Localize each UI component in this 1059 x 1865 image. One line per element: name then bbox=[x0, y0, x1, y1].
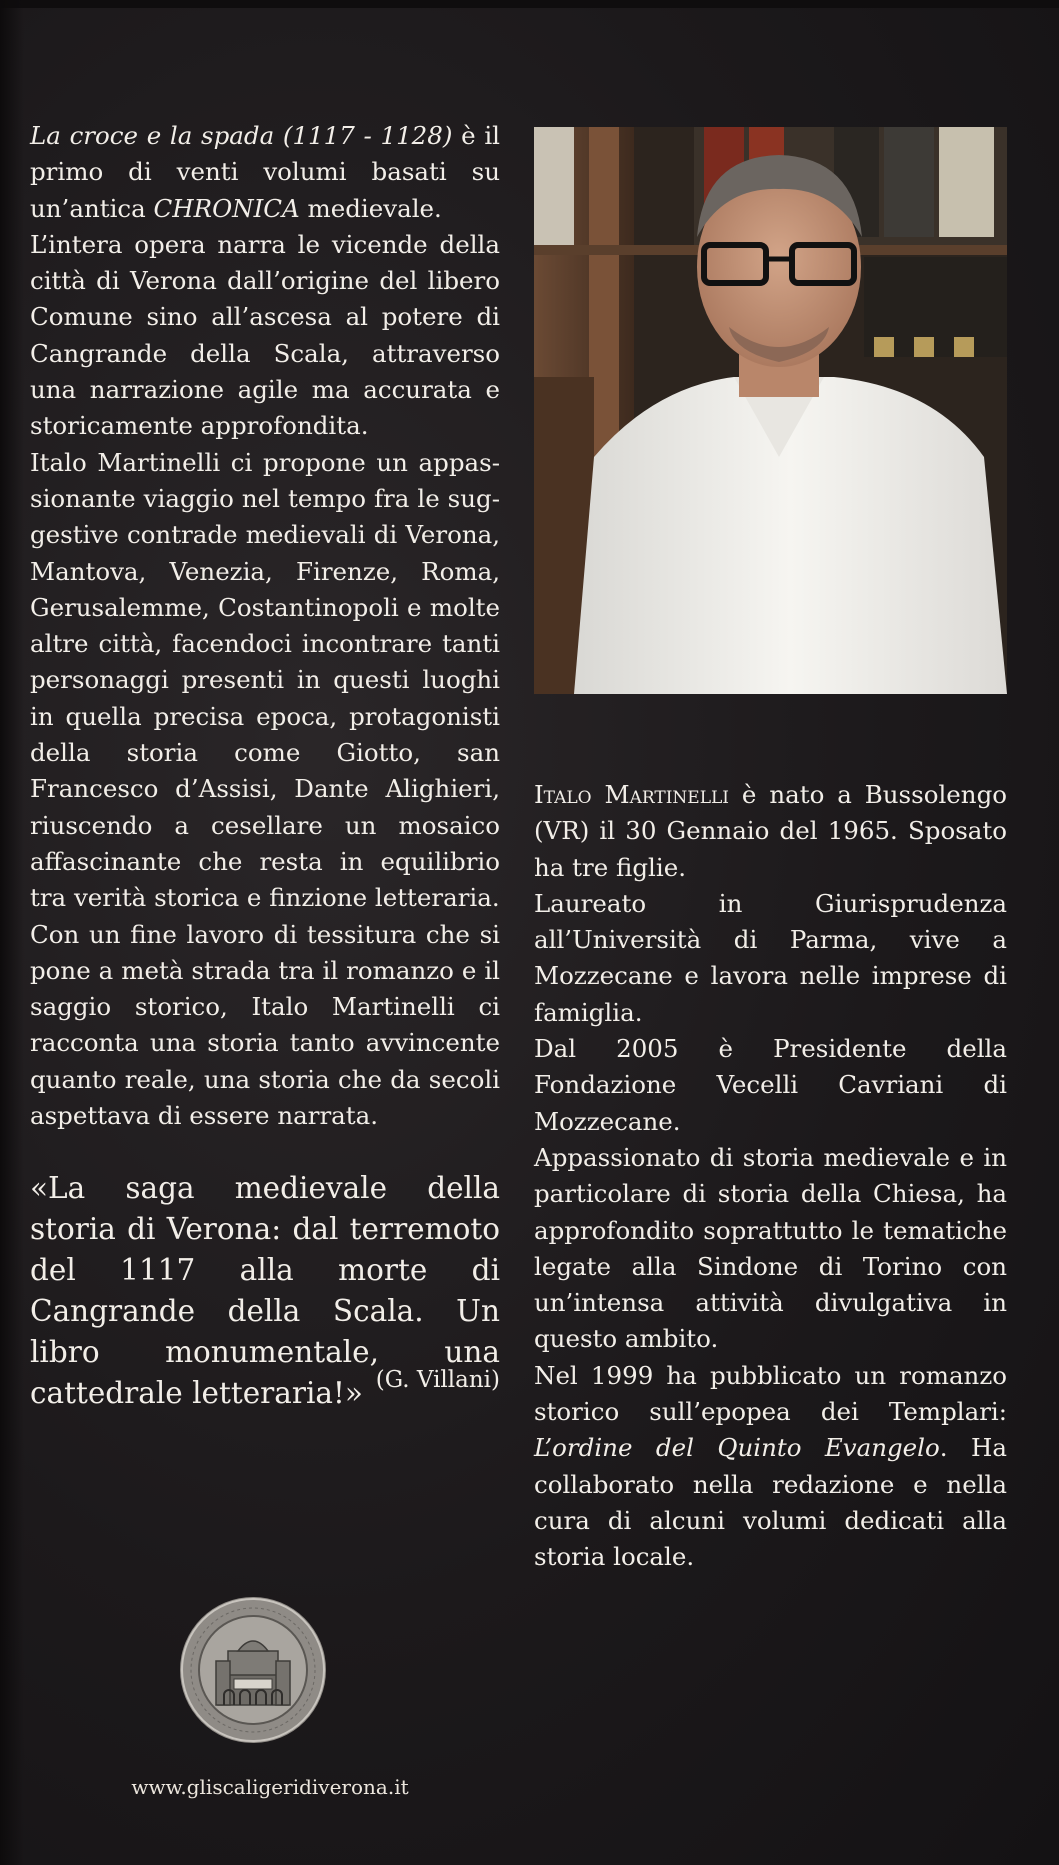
synopsis bbox=[30, 118, 500, 1134]
quote-text: «La saga medievale della storia di Verona: dal terremoto del 1117 alla morte di Cangrande della Scala. Un libro monumentale, una cattedrale letteraria!» bbox=[30, 1171, 500, 1410]
synopsis-paragraph-3: Italo Martinelli ci propone un appassionante viaggio nel tempo fra le suggestive contrade medievali di Verona, Mantova, Venezia, Firenze, Roma, Gerusalemme, Costantinopoli e molte altre città, facendoci incontrare tanti personaggi presenti in questi luoghi in quella precisa epoca, protagonisti della storia come Giotto, san Francesco d’Assisi, Dante Alighieri, riuscendo a cesellare un mosaico affascinante che resta in equilibrio tra verità storica e finzione letteraria. bbox=[30, 447, 500, 913]
synopsis-text: medievale. bbox=[299, 193, 442, 223]
spine-shadow bbox=[0, 0, 24, 1865]
author-photo bbox=[534, 127, 1007, 694]
author-biography bbox=[534, 777, 1007, 1576]
seal-icon bbox=[178, 1595, 328, 1745]
publisher-website[interactable]: www.gliscaligeridiverona.it bbox=[131, 1775, 409, 1799]
book-title: La croce e la spada (1117 - 1128) bbox=[30, 121, 453, 150]
synopsis-paragraph-2: L’intera opera narra le vicende della città di Verona dall’origine del libero Comune sino all’ascesa al potere di Cangrande della Scala, attraverso una narrazione agile ma accurata e storicamente approfondita. bbox=[30, 229, 500, 441]
bio-paragraph-5 bbox=[534, 1358, 1007, 1576]
previous-book-title: L’ordine del Quinto Evangelo bbox=[534, 1433, 940, 1463]
author-name: Italo Martinelli bbox=[534, 780, 730, 809]
chronica-word: CHRONICA bbox=[153, 193, 300, 223]
bio-text: . Ha collaborato nella redazione e nella cura di alcuni volumi dedicati alla storia locale. bbox=[534, 1433, 1007, 1572]
publisher-seal-logo bbox=[178, 1595, 328, 1745]
bio-paragraph-4: Appassionato di storia medievale e in particolare di storia della Chiesa, ha approfondito soprattutto le tematiche legate alla Sindone di Torino con un’intensa attività divulgativa in questo ambito. bbox=[534, 1142, 1007, 1354]
synopsis-text: è il primo di venti volumi basati su un’antica bbox=[30, 121, 500, 223]
author-portrait-image bbox=[534, 127, 1007, 694]
bio-paragraph-3: Dal 2005 è Presidente della Fondazione Vecelli Cavriani di Mozzecane. bbox=[534, 1034, 1007, 1136]
top-edge bbox=[0, 0, 1059, 8]
bio-text: è nato a Bussolengo (VR) il 30 Gennaio del 1965. Sposato ha tre figlie. bbox=[534, 780, 1008, 882]
quote-author: (G. Villani) bbox=[375, 1367, 500, 1393]
bio-paragraph-1 bbox=[534, 777, 1007, 886]
synopsis-paragraph-1 bbox=[30, 118, 500, 227]
synopsis-paragraph-4: Con un fine lavoro di tessitura che si pone a metà strada tra il romanzo e il saggio storico, Italo Martinelli ci racconta una storia tanto avvincente quanto reale, una storia che da secoli aspettava di essere narrata. bbox=[30, 919, 500, 1131]
bio-text: Nel 1999 ha pubblicato un romanzo storico sull’epopea dei Templari: bbox=[534, 1360, 1007, 1427]
bio-paragraph-2: Laureato in Giurisprudenza all’Università di Parma, vive a Mozzecane e lavora nelle imprese di famiglia. bbox=[534, 888, 1007, 1027]
